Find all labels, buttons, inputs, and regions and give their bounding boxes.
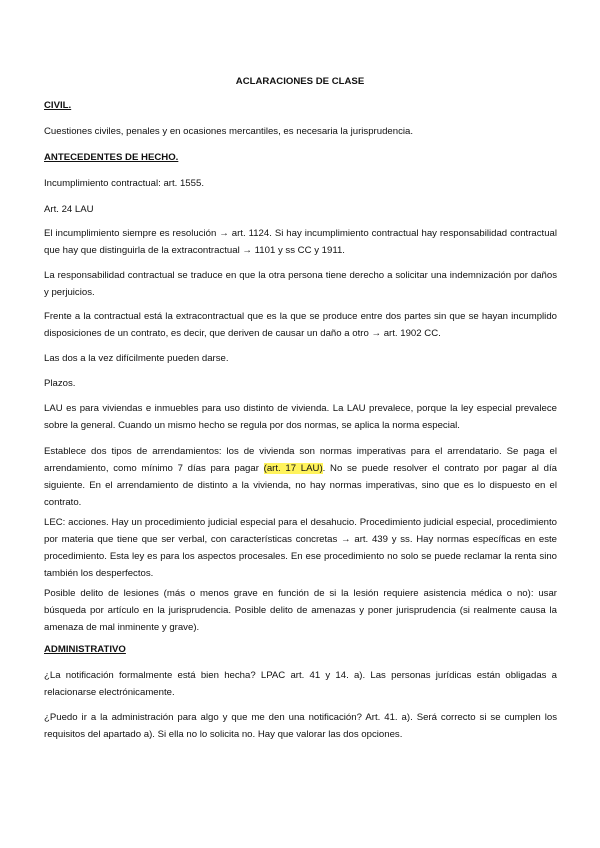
paragraph-incumplimiento: Incumplimiento contractual: art. 1555. (44, 178, 204, 189)
highlighted-reference: (art. 17 LAU) (263, 463, 323, 474)
paragraph-lec: LEC: acciones. Hay un procedimiento judicial especial para el desahucio. Procedimiento judicial especial, procedimiento por materia que tiene que ser verbal, con características concretas → art. 439 y ss. Hay normas específicas en este procedimiento. Esta ley es para los aspectos procesales. En ese procedimiento no solo se puede reclamar la renta sino también los desperfectos. (44, 517, 557, 579)
arrendamientos-text-end: . No se puede resolver el contrato por pagar al día siguiente. En el arrendamiento de distinto a la vivienda, no hay normas imperativas, sino que es lo dispuesto en el contrato. (44, 463, 557, 508)
document-title: ACLARACIONES DE CLASE (235, 76, 365, 87)
paragraph-art-24-lau: Art. 24 LAU (44, 204, 94, 215)
paragraph-resolucion: El incumplimiento siempre es resolución → art. 1124. Si hay incumplimiento contractual hay responsabilidad contractual que hay que distinguirla de la extracontractual → 1101 y ss CC y 1911. (44, 228, 557, 256)
paragraph-arrendamientos (44, 443, 557, 511)
paragraph-plazos: Plazos. (44, 378, 76, 389)
paragraph-dos-a-la-vez: Las dos a la vez difícilmente pueden darse. (44, 353, 229, 364)
section-heading-administrativo: ADMINISTRATIVO (44, 644, 126, 655)
paragraph-responsabilidad-contractual: La responsabilidad contractual se traduce en que la otra persona tiene derecho a solicitar una indemnización por daños y perjuicios. (44, 270, 557, 298)
section-heading-civil: CIVIL. (44, 100, 72, 111)
arrendamientos-text-start: Establece dos tipos de arrendamientos: los de vivienda son normas imperativas para el arrendatario. Se paga el arrendamiento, como mínimo 7 días para pagar (44, 446, 557, 474)
section-heading-antecedentes: ANTECEDENTES DE HECHO. (44, 152, 179, 163)
paragraph-extracontractual: Frente a la contractual está la extracontractual que es la que se produce entre dos partes sin que se hayan incumplido disposiciones de un contrato, es decir, que deriven de causar un daño a otro → art. 1902 CC. (44, 311, 557, 339)
paragraph-civil-intro: Cuestiones civiles, penales y en ocasiones mercantiles, es necesaria la jurisprudencia. (44, 126, 414, 137)
paragraph-administracion: ¿Puedo ir a la administración para algo y que me den una notificación? Art. 41. a). Será correcto si se cumplen los requisitos del apartado a). Si ella no lo solicita no. Hay que valorar las dos opciones. (44, 712, 557, 740)
paragraph-delito-lesiones: Posible delito de lesiones (más o menos grave en función de si la lesión requiere asistencia médica o no): usar búsqueda por artículo en la jurisprudencia. Posible delito de amenazas y poner jurisprudencia (si realmente causa la amenaza de mal inminente y grave). (44, 588, 557, 633)
paragraph-lau: LAU es para viviendas e inmuebles para uso distinto de vivienda. La LAU prevalece, porque la ley especial prevalece sobre la general. Cuando un mismo hecho se regula por dos normas, se aplica la norma especial. (44, 403, 557, 431)
paragraph-notificacion: ¿La notificación formalmente está bien hecha? LPAC art. 41 y 14. a). Las personas jurídicas están obligadas a relacionarse electrónicamente. (44, 670, 557, 698)
